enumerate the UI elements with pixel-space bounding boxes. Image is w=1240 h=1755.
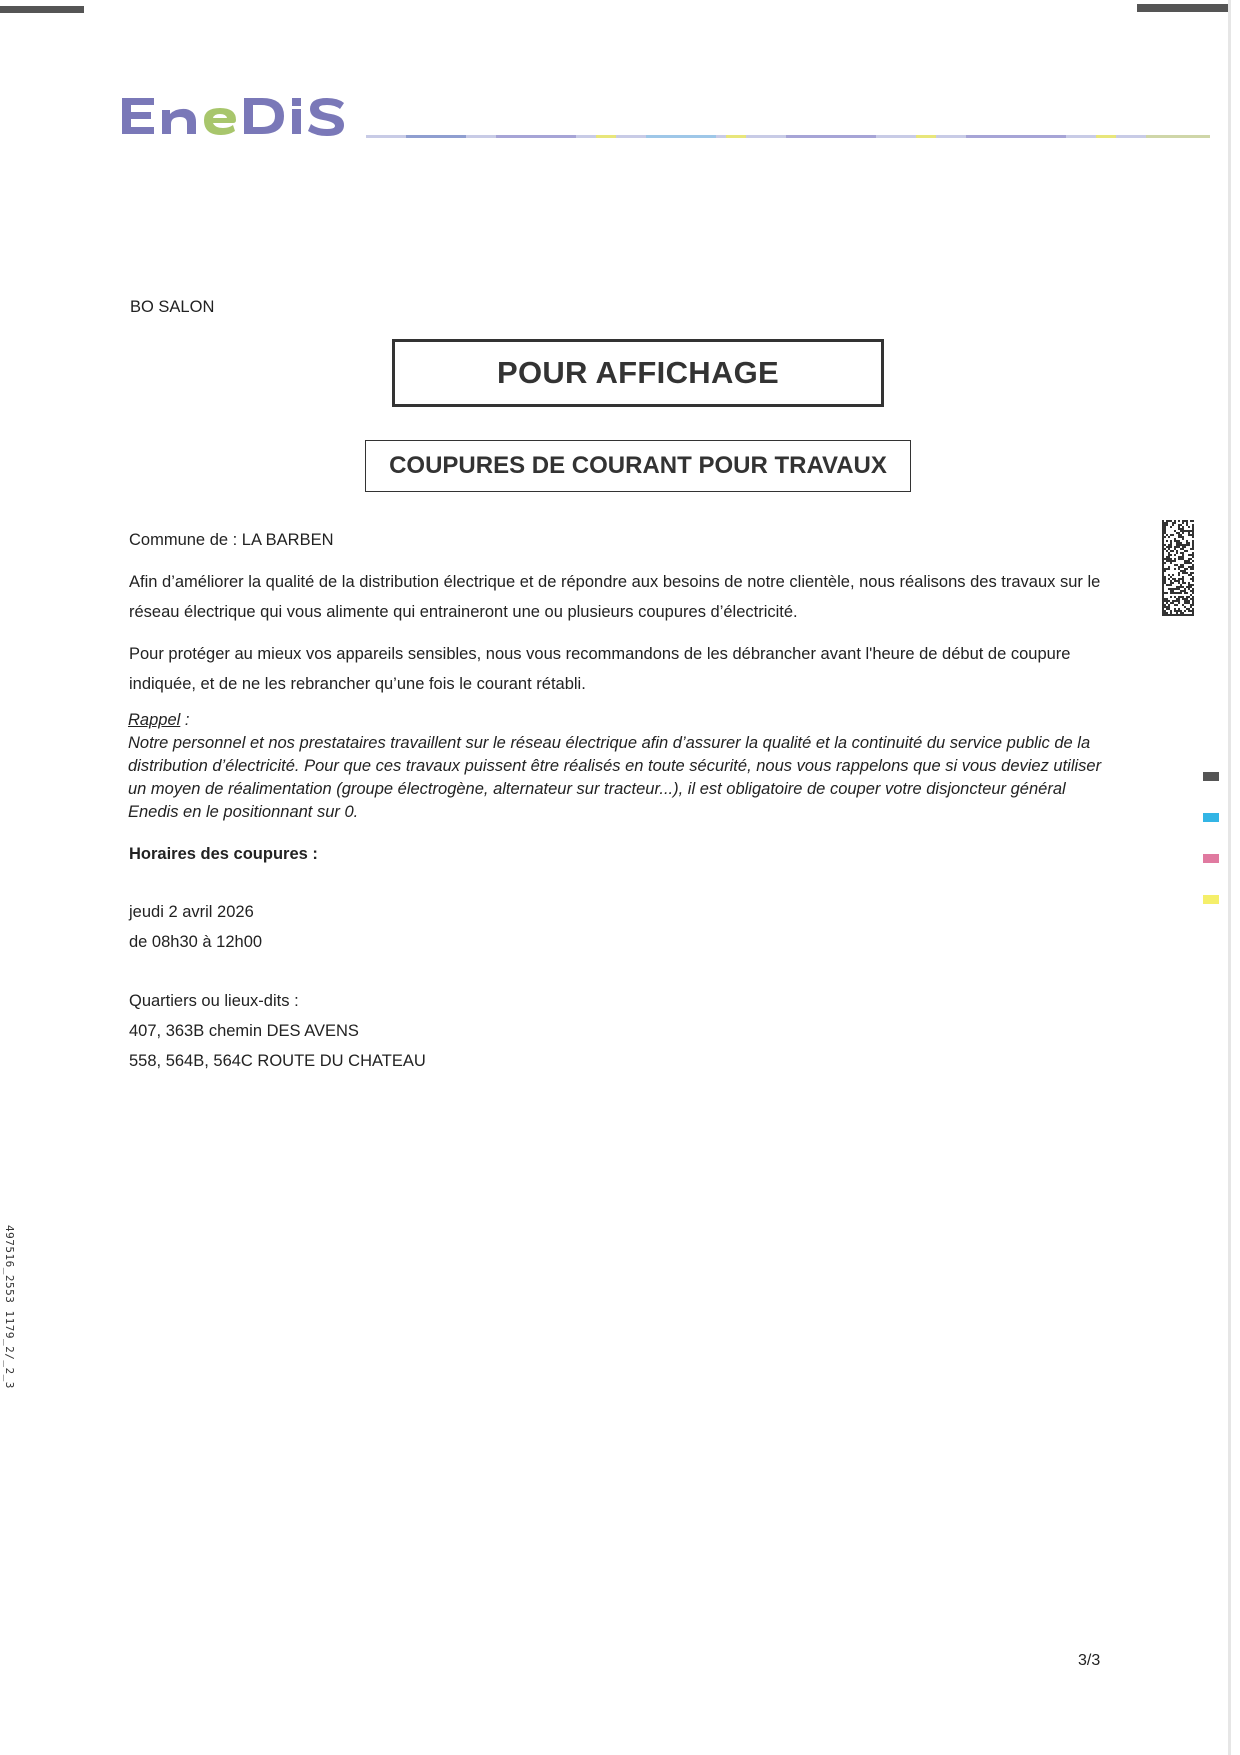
notice-box xyxy=(392,339,884,407)
color-swatch-cyan xyxy=(1203,813,1219,822)
advice-paragraph: Pour protéger au mieux vos appareils sensibles, nous vous recommandons de les débrancher avant l'heure de début de coupure indiquée, et de ne les rebrancher qu’une fois le courant rétabli. xyxy=(129,645,1071,693)
rappel-block xyxy=(128,709,1108,824)
page-number: 3/3 xyxy=(1078,1652,1101,1669)
datamatrix-code xyxy=(1162,520,1194,616)
side-reference-code: 497516_2553 1179_2/_2_3 xyxy=(3,1225,16,1389)
locations-heading: Quartiers ou lieux-dits : xyxy=(129,992,299,1010)
rappel-text: Notre personnel et nos prestataires travaillent sur le réseau électrique afin d’assurer la qualité et la continuité du service public de la distribution d’électricité. Pour que ces travaux puissent être réalisés en toute sécurité, nous vous rappelons que si vous deviez utiliser un moyen de réalimentation (groupe électrogène, alternateur sur tracteur...), il est obligatoire de couper votre disjoncteur général Enedis en le positionnant sur 0. xyxy=(128,734,1102,821)
enedis-logo xyxy=(120,90,350,144)
rappel-colon: : xyxy=(180,711,190,729)
title-box-label: COUPURES DE COURANT POUR TRAVAUX xyxy=(389,452,887,479)
location-item: 558, 564B, 564C ROUTE DU CHATEAU xyxy=(129,1052,426,1070)
color-swatch-yellow xyxy=(1203,895,1219,904)
intro-paragraph: Afin d’améliorer la qualité de la distribution électrique et de répondre aux besoins de notre clientèle, nous réalisons des travaux sur le réseau électrique qui vous alimente qui entraineront une ou plusieurs coupures d’électricité. xyxy=(129,573,1101,621)
location-item: 407, 363B chemin DES AVENS xyxy=(129,1022,359,1040)
header-rule xyxy=(366,135,1210,139)
title-box xyxy=(365,440,911,492)
scan-mark-top-left xyxy=(0,6,84,13)
color-swatch-magenta xyxy=(1203,854,1219,863)
schedule-time: de 08h30 à 12h00 xyxy=(129,933,263,951)
scan-edge xyxy=(1228,0,1231,1755)
rappel-title: Rappel xyxy=(128,711,181,729)
service-name: BO SALON xyxy=(130,298,215,316)
schedule-heading: Horaires des coupures : xyxy=(129,845,318,863)
commune-line: Commune de : LA BARBEN xyxy=(129,531,334,549)
color-swatch-gray xyxy=(1203,772,1219,781)
scan-mark-top-right xyxy=(1137,4,1229,12)
schedule-date: jeudi 2 avril 2026 xyxy=(129,903,254,921)
notice-box-label: POUR AFFICHAGE xyxy=(496,355,780,390)
